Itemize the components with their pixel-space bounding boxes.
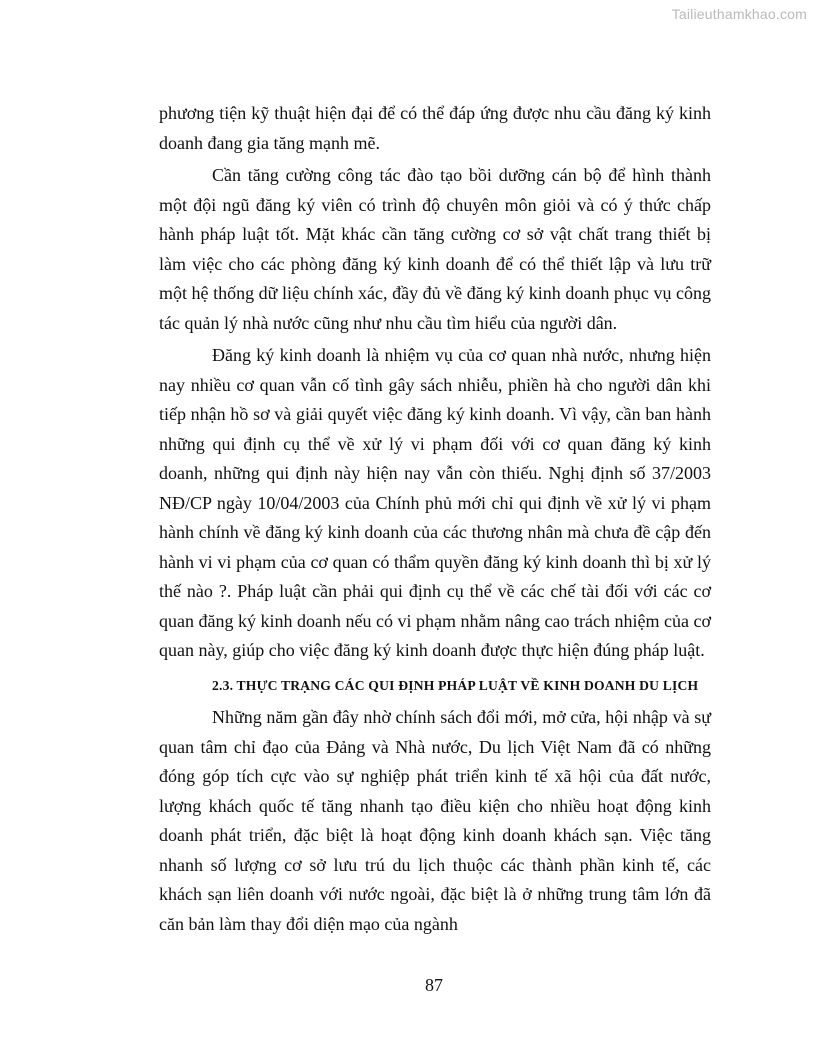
paragraph-tourism: Những năm gần đây nhờ chính sách đổi mới, mở cửa, hội nhập và sự quan tâm chỉ đạo của Đảng và Nhà nước, Du lịch Việt Nam đã có những đóng góp tích cực vào sự nghiệp phát triển kinh tế xã hội của đất nước, lượng khách quốc tế tăng nhanh tạo điều kiện cho nhiều hoạt động kinh doanh phát triển, đặc biệt là hoạt động kinh doanh khách sạn. Việc tăng nhanh số lượng cơ sở lưu trú du lịch thuộc các thành phần kinh tế, các khách sạn liên doanh với nước ngoài, đặc biệt là ở những trung tâm lớn đã căn bản làm thay đổi diện mạo của ngành <box>159 707 711 934</box>
paragraph-staff-training: Cần tăng cường công tác đào tạo bồi dưỡng cán bộ để hình thành một đội ngũ đăng ký viên có trình độ chuyên môn giỏi và có ý thức chấp hành pháp luật tốt. Mặt khác cần tăng cường cơ sở vật chất trang thiết bị làm việc cho các phòng đăng ký kinh doanh để có thể thiết lập và lưu trữ một hệ thống dữ liệu chính xác, đầy đủ về đăng ký kinh doanh phục vụ công tác quản lý nhà nước cũng như nhu cầu tìm hiểu của người dân. <box>159 165 711 333</box>
page-body <box>159 99 711 942</box>
watermark: Tailieuthamkhao.com <box>671 6 807 22</box>
page-number: 87 <box>425 975 443 995</box>
paragraph-continuation: phương tiện kỹ thuật hiện đại để có thể đáp ứng được nhu cầu đăng ký kinh doanh đang gia tăng mạnh mẽ. <box>159 103 711 153</box>
paragraph-violations: Đăng ký kinh doanh là nhiệm vụ của cơ quan nhà nước, nhưng hiện nay nhiều cơ quan vẫn cố tình gây sách nhiễu, phiền hà cho người dân khi tiếp nhận hồ sơ và giải quyết việc đăng ký kinh doanh. Vì vậy, cần ban hành những qui định cụ thể về xử lý vi phạm đối với cơ quan đăng ký kinh doanh, những qui định này hiện nay vẫn còn thiếu. Nghị định số 37/2003 NĐ/CP ngày 10/04/2003 của Chính phủ mới chỉ qui định về xử lý vi phạm hành chính về đăng ký kinh doanh của các thương nhân mà chưa đề cập đến hành vi vi phạm của cơ quan có thẩm quyền đăng ký kinh doanh thì bị xử lý thế nào ?. Pháp luật cần phải qui định cụ thể về các chế tài đối với các cơ quan đăng ký kinh doanh nếu có vi phạm nhằm nâng cao trách nhiệm của cơ quan này, giúp cho việc đăng ký kinh doanh được thực hiện đúng pháp luật. <box>159 345 711 660</box>
section-heading: 2.3. THỰC TRẠNG CÁC QUI ĐỊNH PHÁP LUẬT VỀ KINH DOANH DU LỊCH <box>212 677 699 693</box>
